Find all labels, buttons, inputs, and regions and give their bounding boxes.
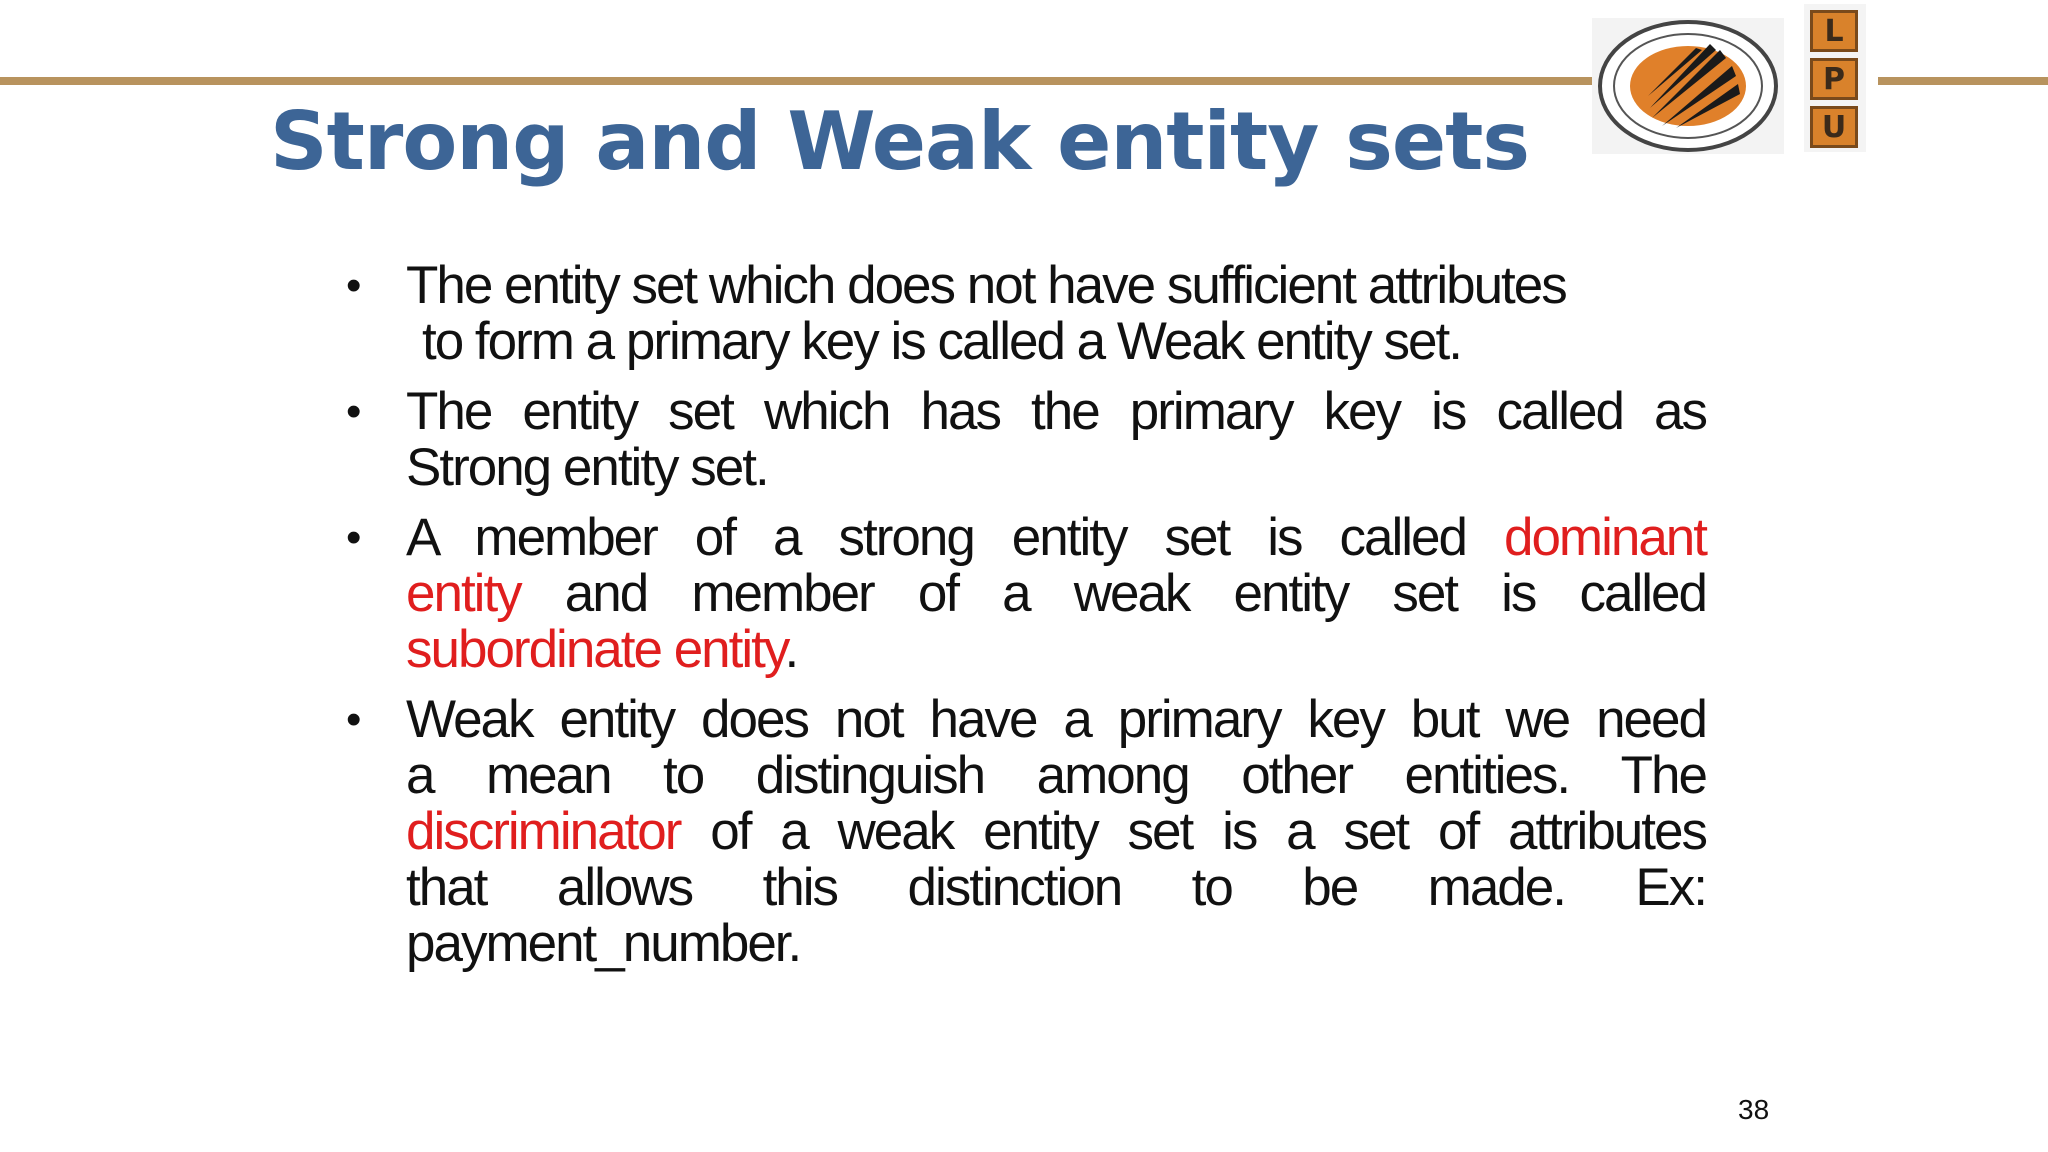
bullet-list	[346, 258, 1706, 986]
bullet-dot: •	[346, 261, 360, 310]
bullet-line	[406, 804, 1706, 860]
bullet-line	[406, 622, 1706, 678]
bullet-line	[406, 566, 1706, 622]
bullet-item	[346, 384, 1706, 496]
bullet-dot: •	[346, 695, 360, 744]
page-number: 38	[1738, 1094, 1770, 1125]
highlight-term: subordinate entity	[406, 620, 785, 679]
bullet-text: of a weak entity set is a set of attributes	[680, 802, 1706, 861]
bullet-item	[346, 692, 1706, 972]
bullet-line: The entity set which does not have sufficient attributes	[406, 256, 1566, 315]
bullet-item	[346, 258, 1706, 370]
logo-letter-p: P	[1810, 58, 1858, 100]
bullet-dot: •	[346, 387, 360, 436]
highlight-term: dominant	[1503, 508, 1706, 567]
highlight-term: discriminator	[406, 802, 681, 861]
logo-letter-u: U	[1810, 106, 1858, 148]
header-rule-left	[0, 77, 1592, 85]
bullet-line: payment_number.	[406, 914, 801, 973]
bullet-line	[406, 510, 1706, 566]
header-rule-right	[1878, 77, 2048, 85]
bullet-line: Weak entity does not have a primary key but we need	[406, 690, 1706, 749]
highlight-term: entity	[406, 564, 521, 623]
bullet-line: a mean to distinguish among other entities. The	[406, 746, 1706, 805]
logo-letter-l: L	[1810, 10, 1858, 52]
bullet-dot: •	[346, 513, 360, 562]
slide-title: Strong and Weak entity sets	[270, 95, 1529, 188]
bullet-line: to form a primary key is called a Weak entity set.	[422, 312, 1461, 371]
university-seal-logo	[1592, 18, 1784, 154]
bullet-line: The entity set which has the primary key is called as	[406, 382, 1706, 441]
bullet-line: Strong entity set.	[406, 438, 768, 497]
bullet-line: that allows this distinction to be made. Ex:	[406, 858, 1706, 917]
bullet-text: A member of a strong entity set is called	[406, 508, 1504, 567]
lpu-letters-logo	[1804, 4, 1866, 152]
bullet-text: and member of a weak entity set is called	[520, 564, 1706, 623]
bullet-item	[346, 510, 1706, 678]
bullet-text: .	[784, 620, 798, 679]
